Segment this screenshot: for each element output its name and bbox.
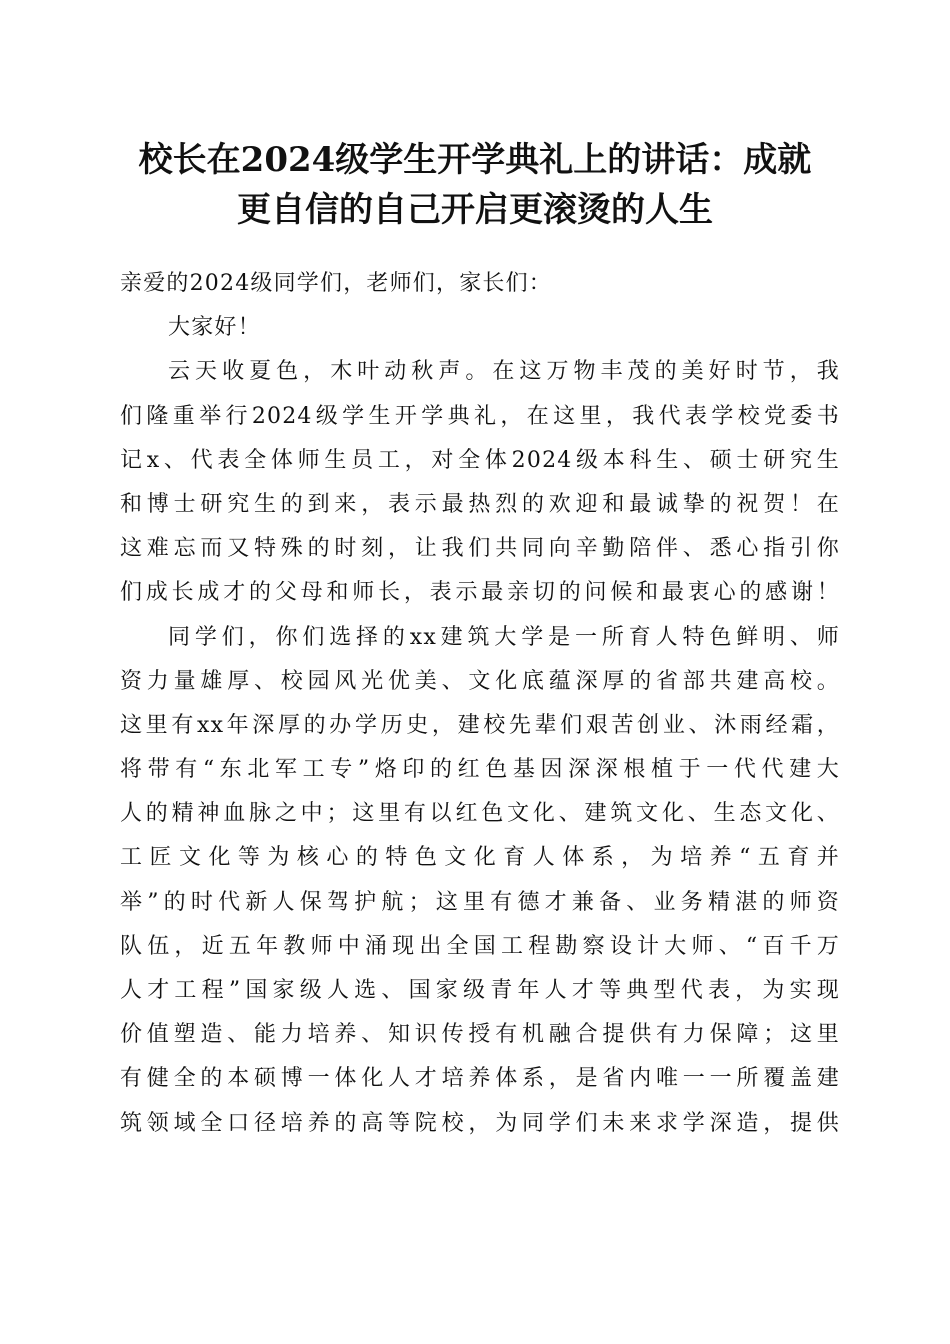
paragraph-1 [120, 350, 840, 615]
paragraph-line: 有健全的本硕博一体化人才培养体系，是省内唯一一所覆盖建 [120, 1066, 840, 1092]
paragraph-line: 价值塑造、能力培养、知识传授有机融合提供有力保障；这里 [120, 1022, 840, 1048]
paragraph-line: 们隆重举行2024级学生开学典礼，在这里，我代表学校党委书 [120, 403, 840, 429]
paragraph-line: 筑领域全口径培养的高等院校，为同学们未来求学深造，提供 [120, 1110, 840, 1136]
paragraph-line: 这里有xx年深厚的办学历史，建校先辈们艰苦创业、沐雨经霜， [120, 712, 840, 738]
paragraph-line: 队伍，近五年教师中涌现出全国工程勘察设计大师、“百千万 [120, 933, 840, 959]
paragraph-2 [120, 616, 840, 1146]
paragraph-line: 同学们，你们选择的xx建筑大学是一所育人特色鲜明、师 [168, 624, 840, 650]
paragraph-line: 将带有“东北军工专”烙印的红色基因深深根植于一代代建大 [120, 757, 840, 783]
document-title [90, 135, 860, 235]
greeting: 大家好！ [168, 315, 261, 341]
paragraph-line: 举”的时代新人保驾护航；这里有德才兼备、业务精湛的师资 [120, 889, 840, 915]
salutation: 亲爱的2024级同学们，老师们，家长们： [120, 271, 552, 296]
paragraph-line: 云天收夏色，木叶动秋声。在这万物丰茂的美好时节，我 [168, 359, 840, 385]
paragraph-line: 记x、代表全体师生员工，对全体2024级本科生、硕士研究生 [120, 447, 840, 473]
paragraph-line: 们成长成才的父母和师长，表示最亲切的问候和最衷心的感谢！ [120, 580, 840, 606]
title-line-1: 校长在2024级学生开学典礼上的讲话：成就 [138, 140, 812, 180]
paragraph-line: 和博士研究生的到来，表示最热烈的欢迎和最诚挚的祝贺！在 [120, 491, 840, 517]
speech-body [120, 262, 840, 1146]
paragraph-line: 资力量雄厚、校园风光优美、文化底蕴深厚的省部共建高校。 [120, 668, 840, 694]
paragraph-line: 这难忘而又特殊的时刻，让我们共同向辛勤陪伴、悉心指引你 [120, 536, 840, 562]
paragraph-line: 工匠文化等为核心的特色文化育人体系，为培养“五育并 [120, 845, 840, 871]
paragraph-line: 人才工程”国家级人选、国家级青年人才等典型代表，为实现 [120, 978, 840, 1003]
paragraph-line: 人的精神血脉之中；这里有以红色文化、建筑文化、生态文化、 [120, 801, 840, 827]
title-line-2: 更自信的自己开启更滚烫的人生 [237, 190, 713, 230]
